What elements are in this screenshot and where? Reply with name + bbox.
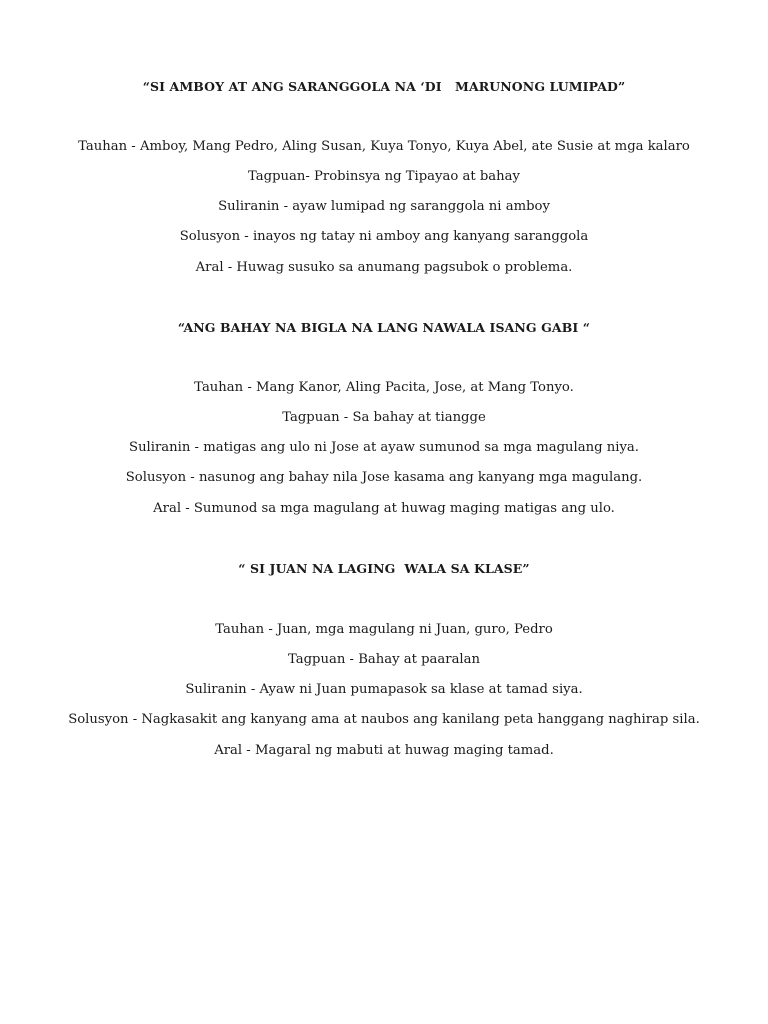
story-line-setting: Tagpuan- Probinsya ng Tipayao at bahay bbox=[248, 169, 520, 184]
story-line-solution: Solusyon - Nagkasakit ang kanyang ama at naubos ang kanilang peta hanggang naghirap sila. bbox=[68, 712, 700, 727]
story-line-characters: Tauhan - Amboy, Mang Pedro, Aling Susan, Kuya Tonyo, Kuya Abel, ate Susie at mga kalaro bbox=[78, 139, 690, 154]
story-line-characters: Tauhan - Juan, mga magulang ni Juan, guro, Pedro bbox=[215, 622, 553, 637]
story-line-setting: Tagpuan - Bahay at paaralan bbox=[287, 652, 481, 667]
story-line-problem: Suliranin - Ayaw ni Juan pumapasok sa klase at tamad siya. bbox=[185, 682, 583, 697]
story-title: “ANG BAHAY NA BIGLA NA LANG NAWALA ISANG GABI “ bbox=[177, 320, 591, 335]
story-line-problem: Suliranin - ayaw lumipad ng saranggola ni amboy bbox=[218, 199, 550, 214]
story-line-problem: Suliranin - matigas ang ulo ni Jose at ayaw sumunod sa mga magulang niya. bbox=[129, 440, 639, 455]
story-line-lesson: Aral - Huwag susuko sa anumang pagsubok o problema. bbox=[195, 260, 573, 275]
story-title: “ SI JUAN NA LAGING WALA SA KLASE” bbox=[238, 561, 530, 576]
story-line-solution: Solusyon - nasunog ang bahay nila Jose kasama ang kanyang mga magulang. bbox=[125, 470, 643, 485]
story-line-lesson: Aral - Magaral ng mabuti at huwag maging tamad. bbox=[214, 743, 554, 758]
story-line-solution: Solusyon - inayos ng tatay ni amboy ang kanyang saranggola bbox=[179, 229, 589, 244]
story-line-setting: Tagpuan - Sa bahay at tiangge bbox=[282, 410, 486, 425]
story-title: “SI AMBOY AT ANG SARANGGOLA NA ‘DI MARUNONG LUMIPAD” bbox=[142, 79, 626, 94]
story-line-characters: Tauhan - Mang Kanor, Aling Pacita, Jose, at Mang Tonyo. bbox=[194, 380, 574, 395]
story-line-lesson: Aral - Sumunod sa mga magulang at huwag maging matigas ang ulo. bbox=[153, 501, 615, 516]
